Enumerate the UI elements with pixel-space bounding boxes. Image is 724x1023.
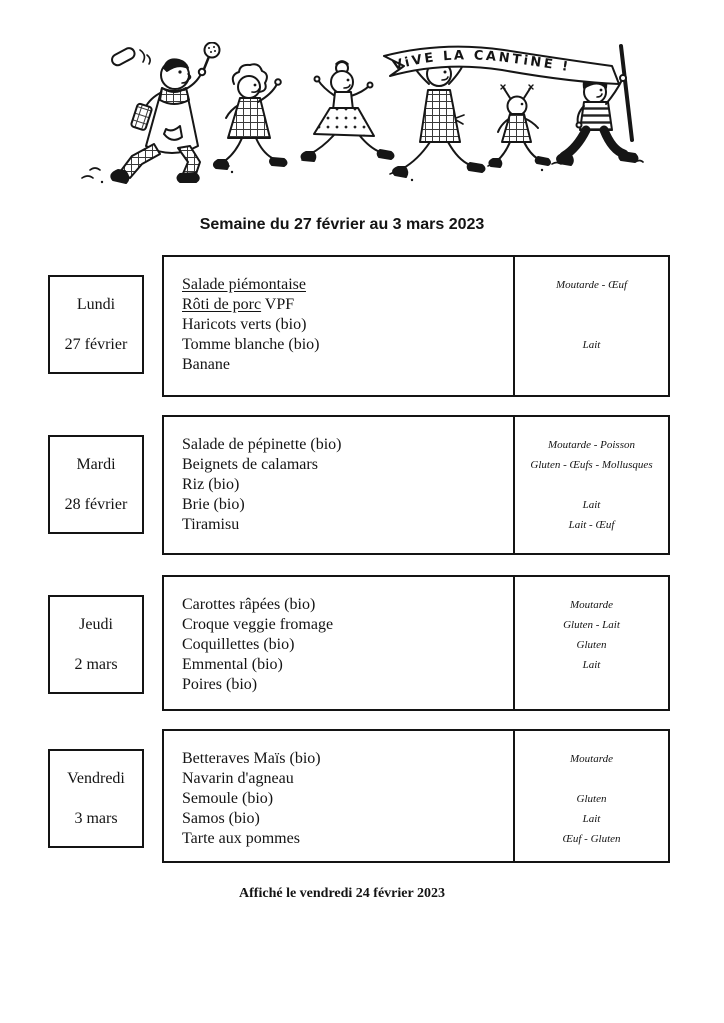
allergen-row: Gluten — [576, 793, 607, 805]
menu-item-row: Croque veggie fromage — [182, 616, 334, 633]
child-figure-1 — [214, 64, 287, 169]
allergen-row: Moutarde — [570, 599, 613, 611]
allergen-row: Lait — [582, 499, 601, 511]
allergen-row — [515, 315, 668, 335]
day-name: Lundi — [76, 295, 116, 313]
allergen-row — [515, 355, 668, 375]
allergen-row: Lait — [582, 813, 601, 825]
day-block-mardi — [0, 415, 724, 555]
day-name: Mardi — [76, 455, 116, 473]
allergen-row: Moutarde - Poisson — [548, 439, 635, 451]
footer-note: Affiché le vendredi 24 février 2023 — [239, 886, 445, 901]
menu-item-row: Emmental (bio) — [182, 656, 283, 673]
menu-item-row: Haricots verts (bio) — [182, 316, 307, 333]
menu-item-row: Semoule (bio) — [182, 790, 274, 807]
day-date: 28 février — [64, 495, 128, 513]
day-block-jeudi — [0, 575, 724, 711]
menu-item-row: Carottes râpées (bio) — [182, 596, 316, 613]
allergen-row — [515, 769, 668, 789]
allergen-row — [515, 675, 668, 695]
allergen-column — [515, 417, 668, 553]
menu-item-row: Navarin d'agneau — [182, 770, 294, 787]
menu-item-row: Salade piémontaise — [182, 276, 306, 293]
day-box — [48, 275, 144, 374]
menu-items-column — [164, 417, 515, 553]
banner — [384, 47, 619, 84]
allergen-row: Gluten - Œufs - Mollusques — [530, 459, 653, 471]
menu-box — [162, 575, 670, 711]
menu-item-row: Banane — [182, 356, 230, 373]
menu-item-row: Samos (bio) — [182, 810, 260, 827]
page-title: Semaine du 27 février au 3 mars 2023 — [199, 216, 485, 233]
day-date: 2 mars — [74, 655, 118, 673]
day-date: 27 février — [64, 335, 128, 353]
allergen-column — [515, 731, 668, 861]
allergen-row: Œuf - Gluten — [562, 833, 621, 845]
allergen-column — [515, 257, 668, 395]
menu-box — [162, 415, 670, 555]
menu-item-row: Tomme blanche (bio) — [182, 336, 320, 353]
allergen-row: Gluten - Lait — [563, 619, 620, 631]
menu-item-row: Riz (bio) — [182, 476, 240, 493]
child-figure-4 — [489, 85, 550, 167]
menu-item-row: Tiramisu — [182, 516, 240, 533]
cantine-illustration — [72, 42, 647, 194]
menu-item-row: Coquillettes (bio) — [182, 636, 295, 653]
allergen-row: Lait — [582, 659, 601, 671]
day-box — [48, 435, 144, 534]
menu-item-row: Beignets de calamars — [182, 456, 318, 473]
day-date: 3 mars — [74, 809, 118, 827]
menu-items-column — [164, 731, 515, 861]
allergen-column — [515, 577, 668, 709]
allergen-row: Moutarde - Œuf — [555, 279, 628, 291]
allergen-row: Moutarde — [570, 753, 613, 765]
menu-item-row: Rôti de porc VPF — [182, 296, 295, 313]
menu-item-row: Salade de pépinette (bio) — [182, 436, 342, 453]
banner-pole — [621, 46, 632, 140]
day-block-lundi — [0, 255, 724, 397]
menu-box — [162, 255, 670, 397]
menu-box — [162, 729, 670, 863]
day-name: Jeudi — [79, 615, 113, 633]
day-box — [48, 749, 144, 848]
chef-figure — [110, 43, 219, 184]
menu-item-row: Tarte aux pommes — [182, 830, 300, 847]
menu-items-column — [164, 577, 515, 709]
menu-item-row: Poires (bio) — [182, 676, 258, 693]
allergen-row: Lait - Œuf — [568, 519, 615, 531]
day-name: Vendredi — [67, 769, 125, 787]
allergen-row — [515, 475, 668, 495]
menu-items-column — [164, 257, 515, 395]
banner-text: ViVE LA CANTiNE ! — [391, 48, 572, 76]
day-box — [48, 595, 144, 694]
allergen-row — [515, 295, 668, 315]
child-figure-2 — [302, 61, 394, 161]
allergen-row: Gluten — [576, 639, 607, 651]
day-block-vendredi — [0, 729, 724, 863]
allergen-row: Lait — [582, 339, 601, 351]
menu-item-row: Brie (bio) — [182, 496, 245, 513]
menu-item-row: Betteraves Maïs (bio) — [182, 750, 321, 767]
